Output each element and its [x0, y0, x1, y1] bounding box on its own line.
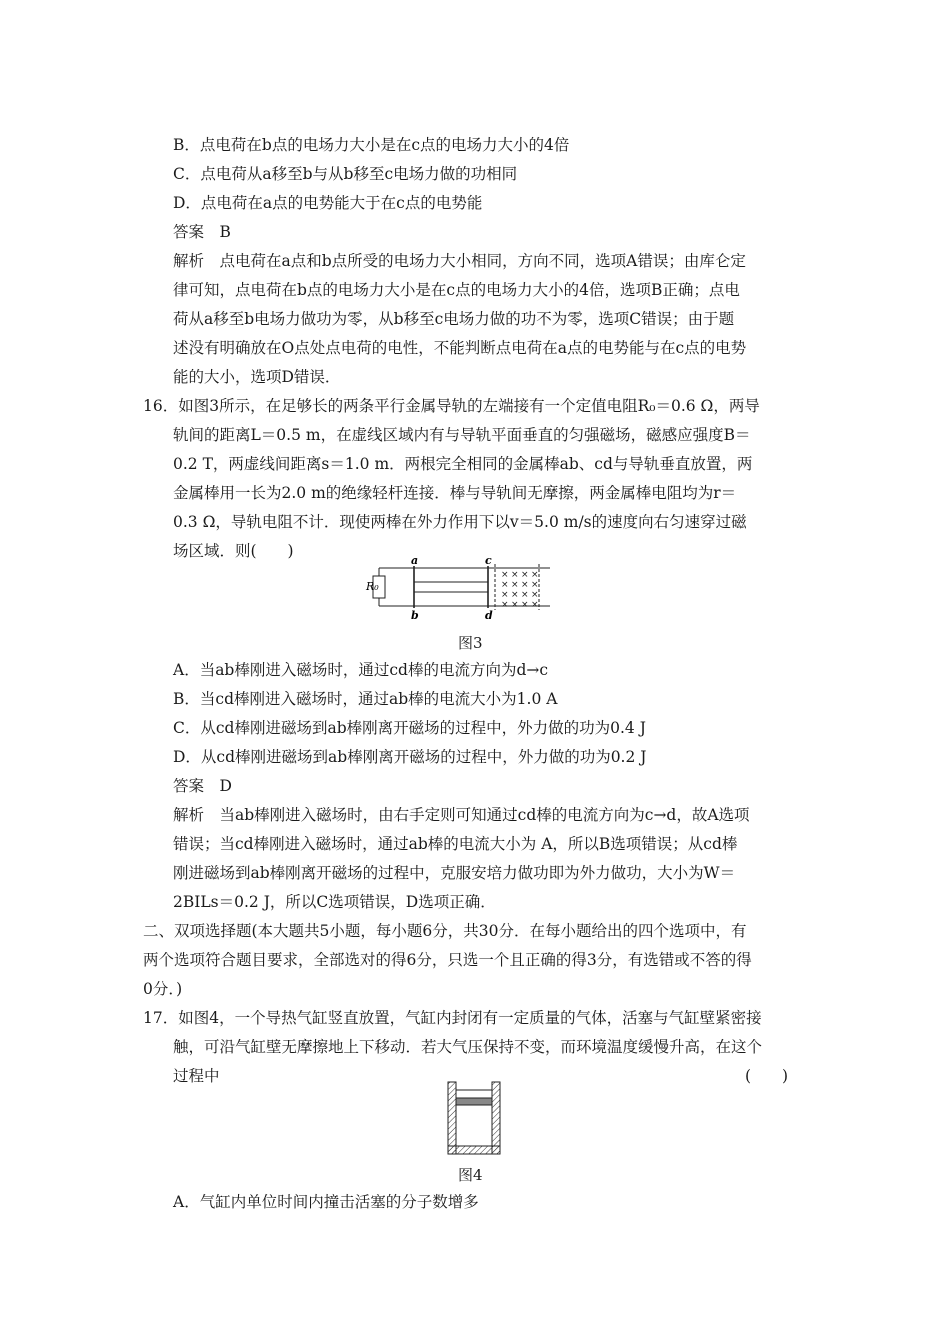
- q16-stem-line: 0.2 T，两虚线间距离s＝1.0 m．两根完全相同的金属棒ab、cd与导轨垂直放置，两: [173, 455, 753, 473]
- q16-option-c: C．从cd棒刚进磁场到ab棒刚离开磁场的过程中，外力做的功为0.4 J: [173, 719, 646, 737]
- section-2-heading-line: 二、双项选择题(本大题共5小题，每小题6分，共30分．在每小题给出的四个选项中，有: [143, 922, 747, 940]
- field-x-mark: ×: [521, 600, 529, 610]
- q17-stem-line: 17．如图4，一个导热气缸竖直放置，气缸内封闭有一定质量的气体，活塞与气缸壁紧密接: [143, 1009, 762, 1027]
- q16-stem-line: 轨间的距离L＝0.5 m，在虚线区域内有与导轨平面垂直的匀强磁场，磁感应强度B＝: [173, 426, 751, 444]
- field-x-mark: ×: [511, 570, 519, 580]
- q16-answer: 答案 D: [173, 777, 232, 795]
- field-x-mark: ×: [531, 580, 539, 590]
- section-2-heading-line: 0分．): [143, 980, 183, 998]
- piston: [456, 1098, 492, 1105]
- q16-stem-line: 0.3 Ω，导轨电阻不计．现使两棒在外力作用下以v＝5.0 m/s的速度向右匀速穿过磁: [173, 513, 747, 531]
- q16-explanation-line: 错误；当cd棒刚进入磁场时，通过ab棒的电流大小为 A，所以B选项错误；从cd棒: [173, 835, 738, 853]
- q17-option-a: A．气缸内单位时间内撞击活塞的分子数增多: [173, 1193, 479, 1211]
- field-x-mark: ×: [501, 580, 509, 590]
- label-b: b: [411, 609, 419, 620]
- section-2-heading-line: 两个选项符合题目要求，全部选对的得6分，只选一个且正确的得3分，有选错或不答的得: [143, 951, 752, 969]
- figure-4-gas-cylinder: [446, 1080, 502, 1156]
- q16-explanation-line: 2BILs＝0.2 J，所以C选项错误，D选项正确．: [173, 893, 496, 911]
- q16-option-d: D．从cd棒刚进磁场到ab棒刚离开磁场的过程中，外力做的功为0.2 J: [173, 748, 647, 766]
- figure-4-caption: 图4: [458, 1166, 483, 1184]
- q17-answer-bracket: ( ): [745, 1067, 789, 1085]
- q15-option-b: B．点电荷在b点的电场力大小是在c点的电场力大小的4倍: [173, 136, 570, 154]
- field-x-mark: ×: [501, 570, 509, 580]
- field-x-mark: ×: [511, 580, 519, 590]
- q15-answer: 答案 B: [173, 223, 231, 241]
- field-x-mark: ×: [531, 600, 539, 610]
- label-r0: R₀: [366, 580, 379, 593]
- label-a: a: [411, 556, 419, 567]
- field-x-mark: ×: [531, 570, 539, 580]
- field-x-mark: ×: [501, 590, 509, 600]
- field-x-mark: ×: [521, 570, 529, 580]
- q15-option-c: C．点电荷从a移至b与从b移至c电场力做的功相同: [173, 165, 518, 183]
- q16-stem-line: 金属棒用一长为2.0 m的绝缘轻杆连接．棒与导轨间无摩擦，两金属棒电阻均为r＝: [173, 484, 737, 502]
- q16-option-a: A．当ab棒刚进入磁场时，通过cd棒的电流方向为d→c: [173, 661, 549, 679]
- cylinder-walls: [448, 1082, 500, 1154]
- field-x-mark: ×: [521, 590, 529, 600]
- field-x-mark: ×: [511, 600, 519, 610]
- q16-explanation-line: 刚进磁场到ab棒刚离开磁场的过程中，克服安培力做功即为外力做功，大小为W＝: [173, 864, 736, 882]
- q15-explanation-line: 律可知，点电荷在b点的电场力大小是在c点的电场力大小的4倍，选项B正确；点电: [173, 281, 740, 299]
- q15-explanation-line: 能的大小，选项D错误．: [173, 368, 341, 386]
- field-x-mark: ×: [521, 580, 529, 590]
- field-x-mark: ×: [501, 600, 509, 610]
- q15-explanation-line: 述没有明确放在O点处点电荷的电性，不能判断点电荷在a点的电势能与在c点的电势: [173, 339, 747, 357]
- q16-stem-line: 场区域．则( ): [173, 542, 294, 560]
- q16-stem-line: 16．如图3所示，在足够长的两条平行金属导轨的左端接有一个定值电阻R₀＝0.6 Ω，两导: [143, 397, 760, 415]
- figure-3-rail-circuit: [365, 556, 555, 620]
- q16-explanation-line: 解析 当ab棒刚进入磁场时，由右手定则可知通过cd棒的电流方向为c→d，故A选项: [173, 806, 750, 824]
- q15-explanation-line: 解析 点电荷在a点和b点所受的电场力大小相同，方向不同，选项A错误；由库仑定: [173, 252, 746, 270]
- figure-3-caption: 图3: [458, 634, 483, 652]
- q15-option-d: D．点电荷在a点的电势能大于在c点的电势能: [173, 194, 483, 212]
- q16-option-b: B．当cd棒刚进入磁场时，通过ab棒的电流大小为1.0 A: [173, 690, 558, 708]
- q17-stem-line: 触，可沿气缸壁无摩擦地上下移动．若大气压保持不变，而环境温度缓慢升高，在这个: [173, 1038, 763, 1056]
- field-x-mark: ×: [531, 590, 539, 600]
- label-d: d: [485, 609, 493, 620]
- q15-explanation-line: 荷从a移至b电场力做功为零，从b移至c电场力做的功不为零，选项C错误；由于题: [173, 310, 735, 328]
- label-c: c: [485, 556, 492, 567]
- q17-stem-line: 过程中: [173, 1067, 220, 1085]
- field-x-mark: ×: [511, 590, 519, 600]
